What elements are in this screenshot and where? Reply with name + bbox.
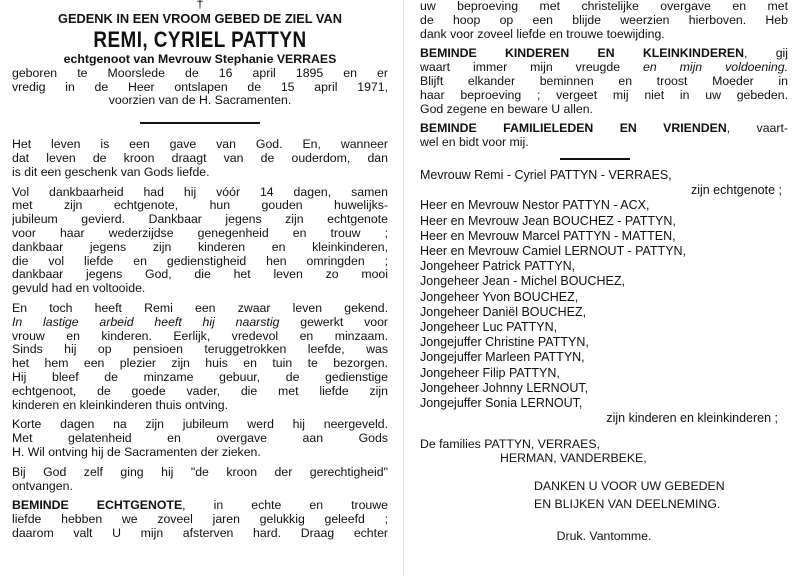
text-line	[12, 316, 388, 330]
divider	[140, 122, 260, 124]
paragraph-4	[12, 418, 388, 459]
right-panel	[420, 0, 788, 576]
paragraph-2	[12, 186, 388, 296]
families-line: HERMAN, VANDERBEKE,	[500, 451, 647, 466]
left-panel	[12, 0, 388, 576]
text-line: het hem een plezier zijn huis en tuin te bezorgen.	[12, 356, 388, 371]
text-line: vrouw en kinderen. Eerlijk, vredevol en minzaam.	[12, 328, 388, 343]
bio-line: echtgenoot van Mevrouw Stephanie VERRAES	[63, 52, 337, 66]
cross-icon: †	[196, 0, 204, 11]
bio-line: voorzien van de H. Sacramenten.	[108, 93, 292, 108]
text-line: dankbaar jegens God, die het leven zo mooi	[12, 267, 388, 282]
text-line: uw beproeving met christelijke overgave en met	[420, 0, 788, 13]
text-line: met zijn echtgenote, hun gouden huwelijks-	[12, 198, 388, 213]
bold-lead: BEMINDE ECHTGENOTE	[12, 498, 183, 513]
bold-lead: BEMINDE KINDEREN EN KLEINKINDEREN	[420, 46, 744, 61]
mourner-line: Jongeheer Filip PATTYN,	[420, 365, 560, 380]
mourner-line: Heer en Mevrouw Jean BOUCHEZ - PATTYN,	[420, 213, 676, 228]
mourner-line: Jongejuffer Sonia LERNOUT,	[420, 396, 583, 411]
continuation-paragraph	[420, 0, 788, 41]
text-fragment: , gij	[744, 46, 788, 61]
text-line	[420, 122, 788, 136]
italic-phrase: en mijn voldoening.	[642, 60, 788, 75]
mourner-line: Jongeheer Jean - Michel BOUCHEZ,	[420, 274, 625, 289]
mourner-line: Jongeheer Johnny LERNOUT,	[420, 380, 589, 395]
mourners-list	[420, 168, 788, 426]
children-role: zijn kinderen en kleinkinderen ;	[606, 411, 778, 426]
bio-line: geboren te Moorslede de 16 april 1895 en er	[12, 65, 388, 80]
bio-block	[12, 53, 388, 108]
paragraph-5	[12, 466, 388, 494]
widow-role: zijn echtgenote ;	[690, 183, 782, 198]
mourner-line: Heer en Mevrouw Nestor PATTYN - ACX,	[420, 198, 650, 213]
text-line: dank voor zoveel liefde en trouwe toewijding.	[420, 26, 665, 41]
thanks-block	[420, 480, 788, 512]
text-line: ontvangen.	[12, 478, 73, 493]
mourner-line: Jongeheer Patrick PATTYN,	[420, 259, 576, 274]
text-line: dankbaar jegens zijn kinderen en kleinkinderen,	[12, 239, 388, 254]
mourner-line: Heer en Mevrouw Marcel PATTYN - MATTEN,	[420, 228, 676, 243]
printer-credit: Druk. Vantomme.	[556, 528, 652, 543]
families-block	[420, 438, 788, 466]
text-line	[420, 47, 788, 61]
text-line: Sinds hij op pensioen teruggetrokken leefde, was	[12, 342, 388, 357]
text-line: God zegene en beware U allen.	[420, 101, 593, 116]
text-line: liefde hebben we zoveel jaren gelukkig geleefd ;	[12, 512, 388, 527]
thanks-line: EN BLIJKEN VAN DEELNEMING.	[534, 496, 721, 511]
bold-lead: BEMINDE FAMILIELEDEN EN VRIENDEN	[420, 121, 727, 136]
divider	[560, 158, 630, 160]
text-fragment: , in echte en trouwe	[182, 498, 388, 513]
mourner-line: Jongeheer Luc PATTYN,	[420, 320, 558, 334]
text-line: Vol dankbaarheid had hij vóór 14 dagen, samen	[12, 184, 388, 199]
text-fragment: waart immer mijn vreugde	[420, 60, 643, 75]
text-line: H. Wil ontving hij de Sacramenten der zieken.	[12, 444, 261, 459]
text-line: Bij God zelf ging hij "de kroon der gerechtigheid"	[12, 464, 388, 479]
text-line: Korte dagen na zijn jubileum werd hij neergeveld.	[12, 417, 388, 432]
text-line: daarom valt U mijn afsterven hard. Draag echter	[12, 525, 388, 540]
card-fold-line	[403, 0, 404, 576]
text-fragment: , vaart-	[726, 121, 788, 136]
text-line: voor haar wederzijdse genegenheid en trouw ;	[12, 225, 388, 240]
text-line: echtgenoot, de goede vader, die met liefde zijn	[12, 383, 388, 398]
text-line: dat leven de kroon draagt van de ouderdom, dan	[12, 150, 388, 165]
family-paragraph	[420, 122, 788, 150]
text-fragment: gewerkt voor	[279, 314, 388, 329]
mourner-line: Heer en Mevrouw Camiel LERNOUT - PATTYN,	[420, 243, 687, 258]
text-line: is dit een geschenk van Gods liefde.	[12, 164, 210, 179]
paragraph-6	[12, 499, 388, 540]
text-line: kinderen en kleinkinderen thuis ontving.	[12, 397, 229, 412]
mourner-line: Jongejuffer Marleen PATTYN,	[420, 350, 585, 365]
children-paragraph	[420, 47, 788, 116]
widow-line: Mevrouw Remi - Cyriel PATTYN - VERRAES,	[420, 167, 672, 182]
text-line: jubileum gevierd. Dankbaar jegens zijn echtgenote	[12, 212, 388, 227]
text-line: Met gelatenheid en overgave aan Gods	[12, 431, 388, 446]
text-line	[12, 499, 388, 513]
text-line: gevuld had en voltooide.	[12, 281, 146, 296]
text-line: Hij bleef de minzame gebuur, de gedienstige	[12, 369, 388, 384]
text-line: Het leven is een gave van God. En, wanneer	[12, 137, 388, 152]
text-line	[420, 61, 788, 75]
text-line: wel en bidt voor mij.	[420, 135, 529, 150]
bio-line: vredig in de Heer ontslapen de 15 april 1971,	[12, 79, 388, 94]
mourner-line: Jongeheer Daniël BOUCHEZ,	[420, 304, 587, 319]
mourner-line: Jongeheer Yvon BOUCHEZ,	[420, 289, 579, 304]
text-line: Blijft elkander beminnen en troost Moeder in	[420, 73, 788, 88]
paragraph-3	[12, 302, 388, 412]
text-line: die vol liefde en gedienstigheid hen omringden ;	[12, 253, 388, 268]
heading: GEDENK IN EEN VROOM GEBED DE ZIEL VAN	[58, 11, 342, 26]
italic-phrase: In lastige arbeid heeft hij naarstig	[12, 314, 280, 329]
mourner-line: Jongejuffer Christine PATTYN,	[420, 335, 589, 350]
text-line: En toch heeft Remi een zwaar leven gekend.	[12, 300, 388, 315]
deceased-name: REMI, CYRIEL PATTYN	[93, 27, 307, 52]
thanks-line: DANKEN U VOOR UW GEBEDEN	[534, 479, 725, 494]
text-line: de hoop op een blijde weerzien hierboven. Heb	[420, 12, 788, 27]
families-line: De families PATTYN, VERRAES,	[420, 437, 600, 452]
text-line: haar beproeving ; vergeet mij niet in uw gebeden.	[420, 87, 788, 102]
paragraph-1	[12, 138, 388, 179]
